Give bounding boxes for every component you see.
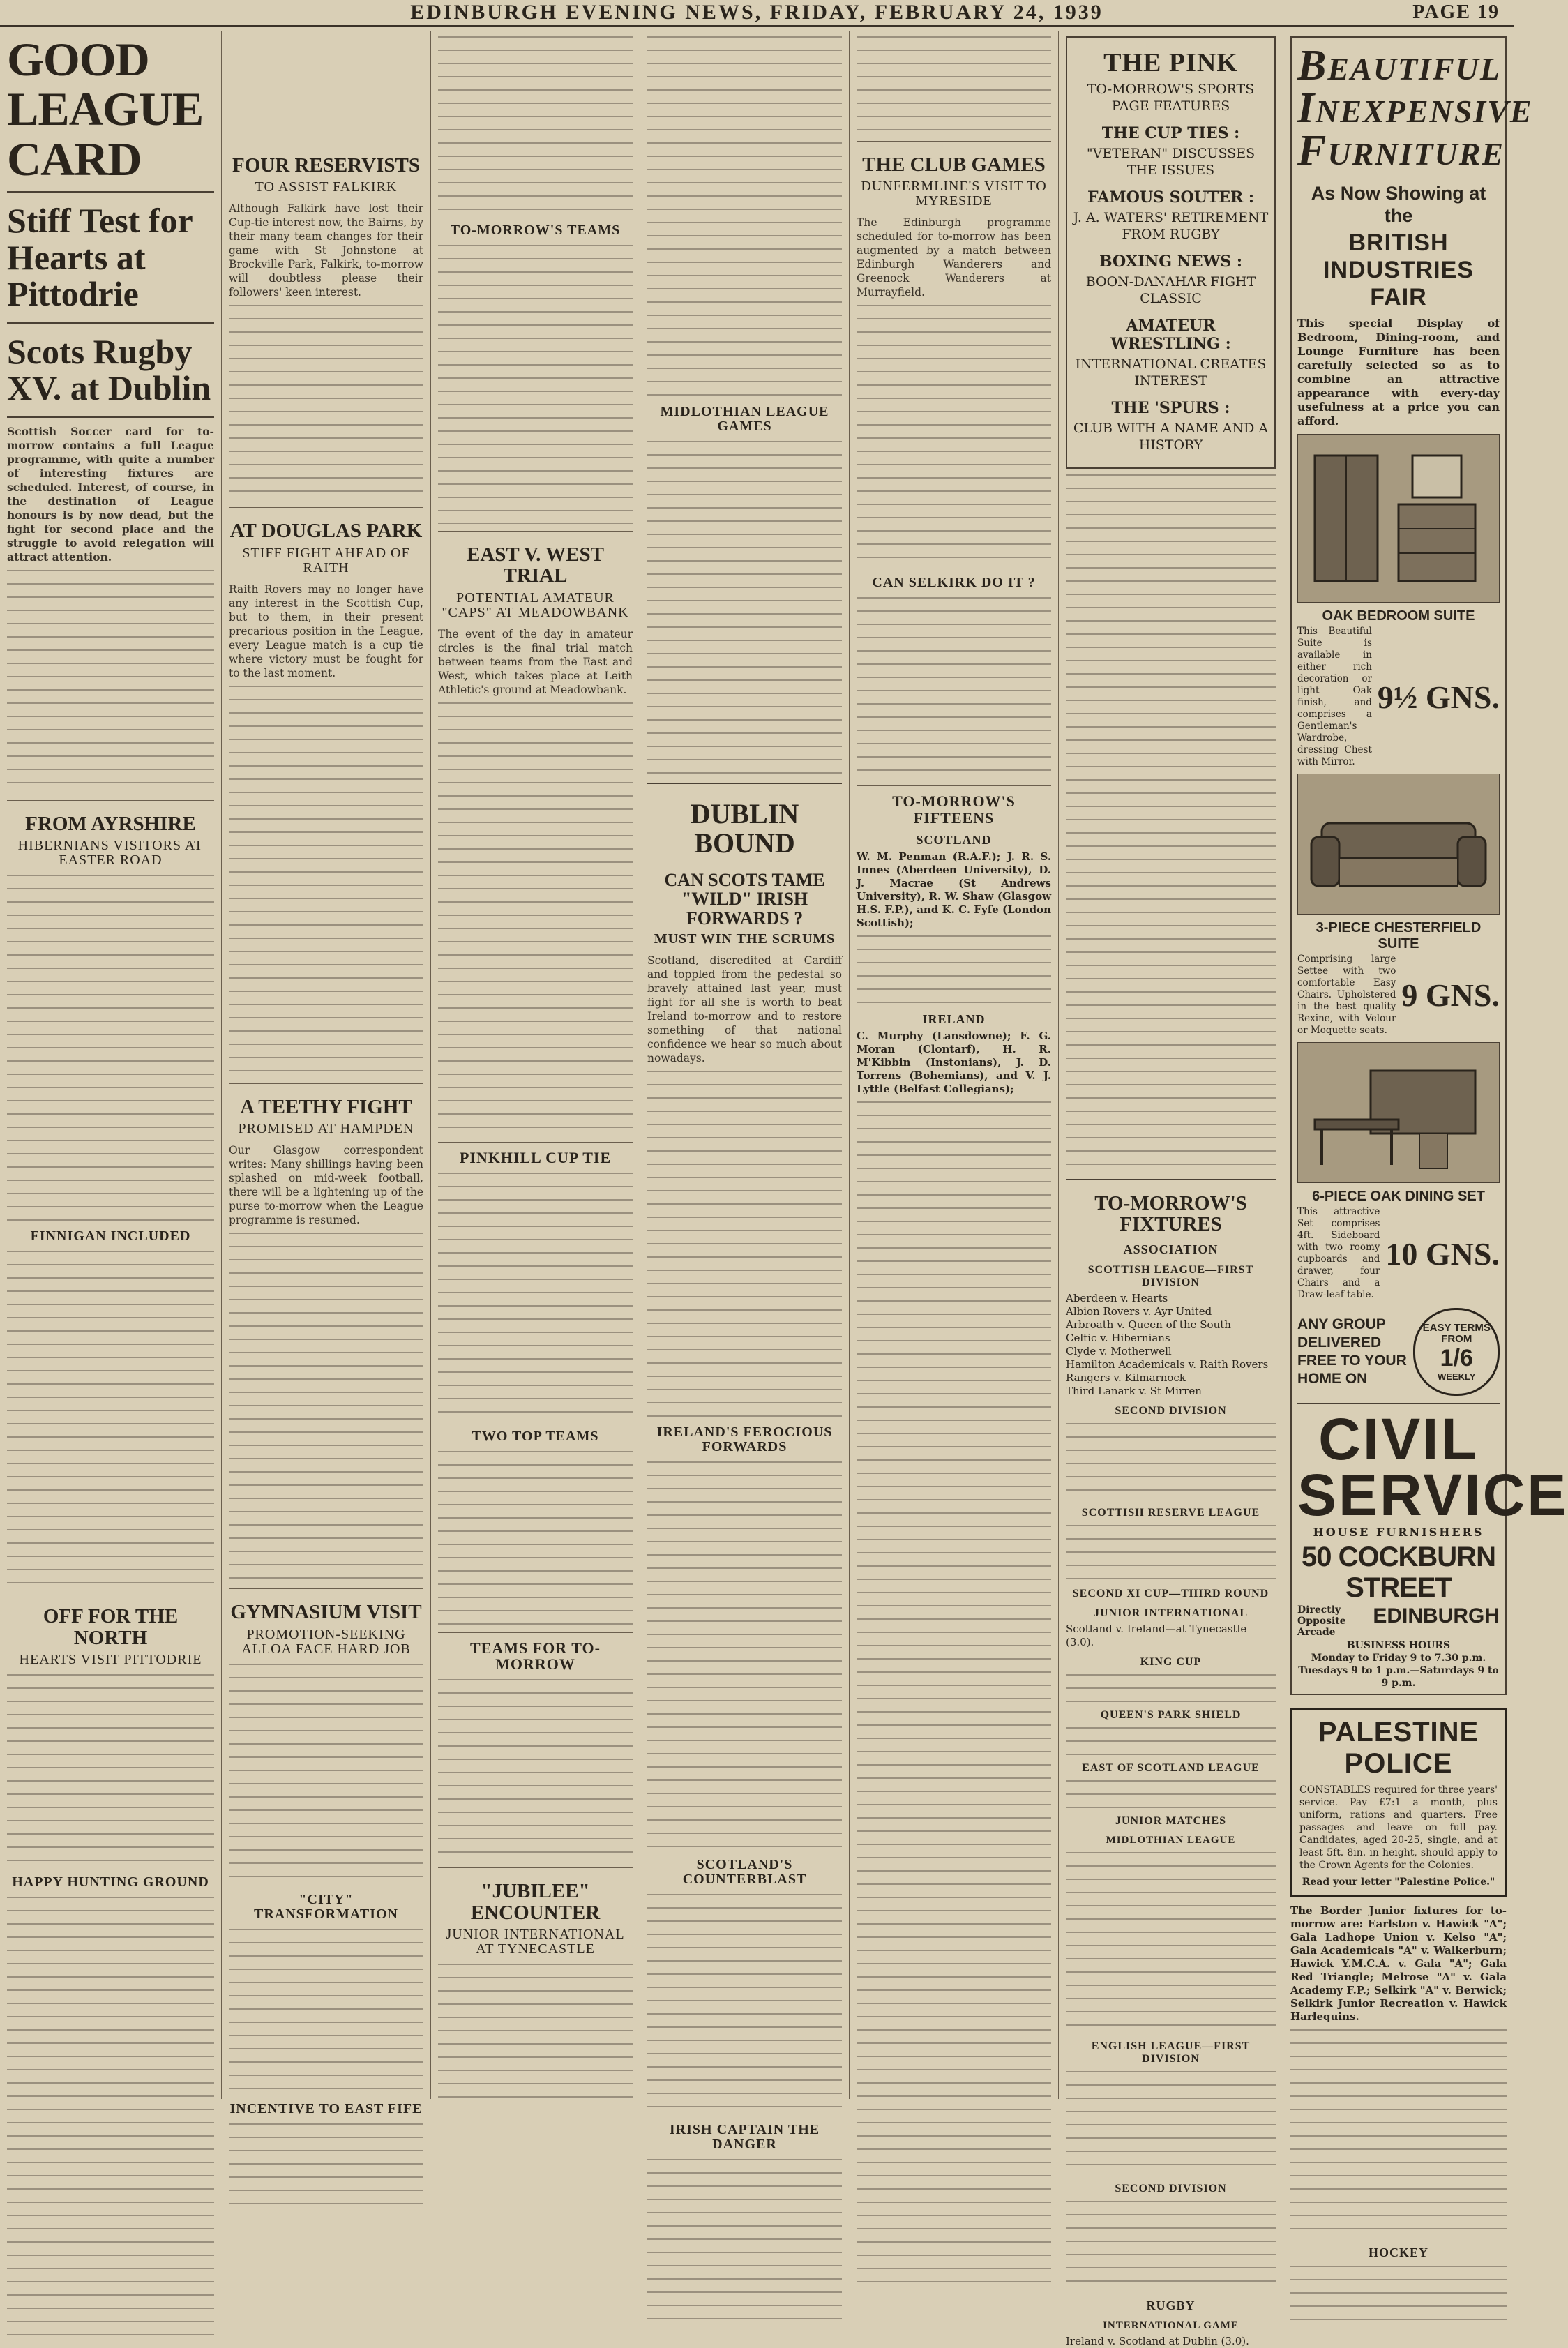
team-lists: [438, 245, 633, 524]
palestine-read: Read your letter "Palestine Police.": [1302, 1876, 1495, 1888]
douglas-paragraph: Raith Rovers may no longer have any interest in the Scottish Cup, but to them, in their present precarious position in the League, every League match is a cup tie where victory must be fought for to the last moment.: [229, 582, 423, 679]
heading-queens-park: QUEEN'S PARK SHIELD: [1100, 1708, 1242, 1721]
fixture-line: Celtic v. Hibernians: [1066, 1331, 1170, 1344]
fixture-list: [1066, 1852, 1276, 2033]
subheading-hampden: PROMISED AT HAMPDEN: [238, 1121, 414, 1137]
article-text: [229, 1233, 423, 1581]
wardrobe-icon: [1301, 442, 1496, 595]
fixture-list: [1066, 1727, 1276, 1755]
article-text: [7, 1251, 214, 1586]
heading-fifteens: TO-MORROW'S FIFTEENS: [892, 792, 1016, 827]
article-text: [857, 597, 1051, 778]
border-junior-fixtures: The Border Junior fixtures for to-morrow are: Earlston v. Hawick "A"; Gala Ladhope Union v. Kelso "A"; Gala Academicals "A" v. Walkerburn; Hawick Y.M.C.A. v. Gala "A"; Gala Red Triangle; Melrose "A" v. Gala Academy F.P.; Selkirk "A" v. Berwick; Selkirk Junior Recreation v. Hawick Harlequins.: [1290, 1904, 1507, 2023]
chesterfield-price: 9 GNS.: [1401, 977, 1500, 1013]
bedroom-suite-illustration: [1297, 434, 1500, 603]
heading-association: ASSOCIATION: [1123, 1242, 1219, 1256]
column-7-ads: [1283, 31, 1568, 2259]
divider: [438, 1142, 633, 1143]
column-5: [850, 31, 1059, 2099]
fixture-list: [1066, 1780, 1276, 1808]
fixture-line: Aberdeen v. Hearts: [1066, 1291, 1168, 1304]
boxing-heading: BOXING NEWS :: [1099, 253, 1242, 271]
cap-letter: B: [1297, 42, 1328, 89]
the-pink-box: [1066, 36, 1276, 469]
article-text: [647, 36, 842, 399]
article-text: [229, 1929, 423, 2096]
spurs-line: CLUB WITH A NAME AND A HISTORY: [1073, 421, 1269, 453]
cup-ties-line: "VETERAN" DISCUSSES THE ISSUES: [1086, 146, 1256, 178]
heading-rugby: RUGBY: [1146, 2298, 1196, 2312]
fixture-list: [1066, 2201, 1276, 2291]
heading-fixtures: TO-MORROW'S FIXTURES: [1094, 1192, 1247, 1236]
fixture-line: Rangers v. Kilmarnock: [1066, 1371, 1186, 1384]
article-text: [647, 441, 842, 776]
article-text: [438, 1173, 633, 1424]
heading-from-ayrshire: FROM AYRSHIRE: [25, 812, 196, 835]
article-text: [7, 875, 214, 1224]
main-headline: GOOD LEAGUE CARD: [7, 33, 204, 186]
service-word: SERVICE: [1297, 1462, 1568, 1528]
fixture-line: Hamilton Academicals v. Raith Rovers: [1066, 1357, 1269, 1371]
article-text: [438, 702, 633, 1135]
article-text: [229, 686, 423, 1076]
subheading-alloa: PROMOTION-SEEKING ALLOA FACE HARD JOB: [241, 1626, 411, 1657]
subheading-myreside: DUNFERMLINE'S VISIT TO MYRESIDE: [861, 179, 1047, 209]
heading-jubilee: "JUBILEE" ENCOUNTER: [470, 1880, 601, 1924]
title-word: URNITURE: [1327, 136, 1505, 172]
fixture-list: [1066, 2071, 1276, 2176]
heading-gymnasium: GYMNASIUM VISIT: [230, 1601, 422, 1624]
subheading-scrums: MUST WIN THE SCRUMS: [654, 931, 836, 947]
spurs-heading: THE 'SPURS :: [1111, 399, 1230, 417]
headline-span-space: [229, 31, 423, 142]
fixture-line: Clyde v. Motherwell: [1066, 1344, 1172, 1357]
fixture-line: Arbroath v. Queen of the South: [1066, 1318, 1231, 1331]
scotland-lineup: W. M. Penman (R.A.F.); J. R. S. Innes (Aberdeen University), D. J. Macrae (St Andrews University), R. W. Shaw (Glasgow H.S. F.P.), and K. C. Fyfe (London Scottish);: [857, 850, 1051, 929]
divider: [229, 507, 423, 508]
subheading-wild-irish: CAN SCOTS TAME "WILD" IRISH FORWARDS ?: [664, 870, 825, 928]
subheading-falkirk: TO ASSIST FALKIRK: [255, 179, 398, 195]
sl-first-list: [1066, 1292, 1276, 1398]
subheading-finnigan: FINNIGAN INCLUDED: [30, 1228, 191, 1244]
subheading-selkirk: CAN SELKIRK DO IT ?: [872, 575, 1036, 591]
ireland-lineup: C. Murphy (Lansdowne); F. G. Moran (Clontarf), H. R. M'Kibbin (Instonians), J. D. Torrens (Bohemians), and V. J. Lyttle (Belfast Collegians);: [857, 1029, 1051, 1095]
bedroom-description: This Beautiful Suite is available in either rich decoration or light Oak finish, and comprises a Gentleman's Wardrobe, dressing Chest with Mirror.: [1297, 626, 1372, 767]
heading-reserve: SCOTTISH RESERVE LEAGUE: [1081, 1506, 1260, 1519]
club-team-lists: [857, 1101, 1051, 2287]
cap-letter: F: [1297, 127, 1328, 174]
article-text: [647, 2159, 842, 2326]
column-1: [0, 31, 222, 2099]
divider: [1297, 1403, 1500, 1404]
heading-club-games: THE CLUB GAMES: [862, 153, 1046, 176]
divider: [438, 1867, 633, 1868]
cap-letter: I: [1297, 84, 1316, 132]
subheading-two-top-teams: TWO TOP TEAMS: [472, 1428, 599, 1444]
divider: [857, 785, 1051, 786]
pink-title: THE PINK: [1103, 48, 1238, 77]
heading-east-league: EAST OF SCOTLAND LEAGUE: [1082, 1761, 1260, 1774]
divider: [438, 531, 633, 532]
furniture-advert: [1290, 36, 1568, 1695]
int-game-line: Ireland v. Scotland at Dublin (3.0).: [1066, 2334, 1249, 2347]
fixture-list: [1066, 1674, 1276, 1702]
article-text: [7, 570, 214, 793]
subheading-meadowbank: POTENTIAL AMATEUR "CAPS" AT MEADOWBANK: [442, 589, 629, 620]
subheading-ferocious: IRELAND'S FEROCIOUS FORWARDS: [656, 1424, 833, 1454]
easy-terms-badge: [1413, 1308, 1500, 1396]
famous-souter-heading: FAMOUS SOUTER :: [1087, 188, 1255, 206]
from-label: FROM: [1441, 1332, 1472, 1345]
heading-junior-matches: JUNIOR MATCHES: [1115, 1814, 1227, 1827]
dublin-paragraph: Scotland, discredited at Cardiff and toppled from the pedestal so bravely attained last year, must fight for all she is worth to beat Ireland to-morrow and to restore something of that national confidence we hear so much about nowadays.: [647, 954, 842, 1064]
boxing-line: BOON-DANAHAR FIGHT CLASSIC: [1085, 274, 1256, 306]
article-text: [438, 36, 633, 218]
famous-souter-line: J. A. WATERS' RETIREMENT FROM RUGBY: [1073, 210, 1269, 242]
chesterfield-price-row: [1297, 954, 1500, 1037]
palestine-police-advert: [1290, 1708, 1507, 1897]
team-lists: [438, 1679, 633, 1860]
masthead: [0, 0, 1514, 27]
palestine-body: CONSTABLES required for three years' service. Pay £7:1 a month, plus uniform, rations and quarters. Free passages and leave on full pay. Candidates, aged 20-25, single, and at least 5ft. 8in. in height, should apply to the Crown Agents for the Colonies.: [1299, 1784, 1498, 1871]
business-hours: Monday to Friday 9 to 7.30 p.m. Tuesdays 9 to 1 p.m.—Saturdays 9 to 9 p.m.: [1298, 1653, 1499, 1689]
dining-price-row: [1297, 1206, 1500, 1301]
special-display-text: This special Display of Bedroom, Dining-room, and Lounge Furniture has been carefully selected so as to combine an attractive appearance with every-day usefulness at a price you can afford.: [1297, 317, 1500, 428]
heading-junior-int: JUNIOR INTERNATIONAL: [1093, 1606, 1249, 1619]
heading-hockey: HOCKEY: [1368, 2245, 1428, 2259]
subheading-counterblast: SCOTLAND'S COUNTERBLAST: [682, 1856, 807, 1887]
junior-int-line: Scotland v. Ireland—at Tynecastle (3.0).: [1066, 1622, 1247, 1648]
divider: [857, 141, 1051, 142]
fixture-list: [1290, 2029, 1507, 2238]
column-2: [222, 31, 431, 2116]
pink-features: TO-MORROW'S SPORTS PAGE FEATURES: [1087, 82, 1255, 114]
street-address: 50 COCKBURN STREET: [1302, 1542, 1495, 1603]
as-now-showing: As Now Showing at the: [1311, 183, 1486, 226]
page-number: PAGE 19: [1412, 1, 1500, 23]
heading-second-xi: SECOND XI CUP—THIRD ROUND: [1072, 1587, 1269, 1600]
heading-off-north: OFF FOR THE NORTH: [43, 1605, 179, 1649]
article-text: [229, 1664, 423, 1887]
address-row: [1297, 1604, 1500, 1638]
heading-scotland: SCOTLAND: [916, 832, 992, 847]
dining-table-icon: [1301, 1050, 1496, 1175]
dining-set-title: 6-PIECE OAK DINING SET: [1312, 1189, 1485, 1204]
dining-description: This attractive Set comprises 4ft. Sideboard with two roomy cupboards and drawer, four Chairs and a Draw-leaf table.: [1297, 1206, 1380, 1300]
heading-tomorrows-teams: TO-MORROW'S TEAMS: [450, 223, 621, 238]
heading-douglas-park: AT DOUGLAS PARK: [229, 520, 423, 543]
heading-midlothian-league: MIDLOTHIAN LEAGUE GAMES: [660, 404, 829, 434]
article-text: [647, 1461, 842, 1852]
bedroom-suite-title: OAK BEDROOM SUITE: [1322, 608, 1475, 624]
dining-set-illustration: [1297, 1042, 1500, 1183]
masthead-title: EDINBURGH EVENING NEWS, FRIDAY, FEBRUARY 24, 1939: [410, 1, 1103, 24]
heading-english-first: ENGLISH LEAGUE—FIRST DIVISION: [1091, 2040, 1251, 2065]
fixture-list: [1290, 2266, 1507, 2321]
title-word: EAUTIFUL: [1327, 51, 1501, 86]
dining-price: 10 GNS.: [1385, 1235, 1500, 1272]
heading-teams-for-tomorrow: TEAMS FOR TO-MORROW: [470, 1639, 601, 1673]
divider: [229, 1588, 423, 1589]
fixture-list: [1066, 1423, 1276, 1500]
club-paragraph: The Edinburgh programme scheduled for to-morrow has been augmented by a match between Edinburgh Wanderers and Greenock Wanderers at Murrayfield.: [857, 216, 1051, 299]
sofa-icon: [1301, 781, 1496, 907]
subheading-hearts-pittodrie: HEARTS VISIT PITTODRIE: [19, 1651, 202, 1667]
heading-english-second: SECOND DIVISION: [1115, 2182, 1227, 2195]
city-name: EDINBURGH: [1373, 1604, 1500, 1627]
heading-teethy-fight: A TEETHY FIGHT: [240, 1095, 412, 1118]
article-text: [229, 2123, 423, 2207]
bedroom-price-row: [1297, 626, 1500, 768]
chesterfield-description: Comprising large Settee with two comfortable Easy Chairs. Upholstered in the best quality Rexine, with Velour or Moquette seats.: [1297, 954, 1396, 1036]
article-text: [7, 1897, 214, 2343]
fixture-line: Albion Rovers v. Ayr United: [1066, 1304, 1212, 1318]
subheading-city: "CITY" TRANSFORMATION: [254, 1891, 398, 1922]
team-lists: [857, 935, 1051, 1005]
divider: [7, 322, 214, 324]
terms-amount: 1/6: [1440, 1344, 1473, 1371]
heading-midlothian: MIDLOTHIAN LEAGUE: [1106, 1834, 1236, 1846]
team-lists: [1066, 474, 1276, 1172]
bedroom-price: 9½ GNS.: [1377, 679, 1500, 715]
article-text: [857, 305, 1051, 570]
heading-int-game: INTERNATIONAL GAME: [1103, 2319, 1239, 2331]
divider: [7, 800, 214, 801]
chesterfield-illustration: [1297, 774, 1500, 915]
trial-paragraph: The event of the day in amateur circles is the final trial match between teams from the East and West, which takes place at Leith Athletic's ground at Meadowbank.: [438, 627, 633, 696]
hours-label: BUSINESS HOURS: [1346, 1640, 1451, 1651]
intro-paragraph: Scottish Soccer card for to-morrow contains a full League programme, with quite a number of interesting fixtures are scheduled. Interest, of course, in the destination of League honours is by now dead, but the fight for second place and the struggle to avoid relegation will attract attention.: [7, 424, 214, 564]
article-text: [438, 1451, 633, 1625]
easy-terms-row: [1297, 1308, 1500, 1396]
divider: [7, 416, 214, 418]
subheading-happy-hunting: HAPPY HUNTING GROUND: [12, 1874, 209, 1890]
civil-word: CIVIL: [1318, 1406, 1479, 1472]
advert-title: [1297, 42, 1533, 174]
divider: [7, 191, 214, 193]
subheading-irish-captain: IRISH CAPTAIN THE DANGER: [669, 2121, 820, 2152]
subheading-raith: STIFF FIGHT AHEAD OF RAITH: [242, 545, 410, 575]
subheading-tynecastle: JUNIOR INTERNATIONAL AT TYNECASTLE: [446, 1927, 625, 1957]
fixture-list: [1066, 1525, 1276, 1581]
article-text: [647, 1894, 842, 2117]
cup-ties-heading: THE CUP TIES :: [1101, 124, 1240, 142]
article-text: [7, 1674, 214, 1869]
directly-opposite: Directly Opposite Arcade: [1297, 1604, 1346, 1638]
wrestling-heading: AMATEUR WRESTLING :: [1110, 317, 1231, 353]
column-3: [431, 31, 640, 2099]
heading-king-cup: KING CUP: [1140, 1655, 1202, 1668]
column-6: [1059, 31, 1283, 2347]
divider: [1066, 1179, 1276, 1180]
palestine-title: PALESTINE POLICE: [1318, 1717, 1479, 1779]
deck-hearts-pittodrie: Stiff Test for Hearts at Pittodrie: [7, 201, 193, 314]
heading-sl-second: SECOND DIVISION: [1115, 1404, 1227, 1417]
deck-rugby-dublin: Scots Rugby XV. at Dublin: [7, 331, 211, 408]
divider: [229, 1083, 423, 1084]
heading-east-west-trial: EAST V. WEST TRIAL: [467, 543, 604, 587]
wrestling-line: INTERNATIONAL CREATES INTEREST: [1075, 356, 1267, 389]
reservists-paragraph: Although Falkirk have lost their Cup-tie interest now, the Bairns, by their many team changes for their game with St Johnstone at Brockville Park, Falkirk, to-morrow will doubtless please their followers' keen interest.: [229, 202, 423, 299]
fixture-line: Third Lanark v. St Mirren: [1066, 1384, 1202, 1397]
heading-dublin-bound: DUBLIN BOUND: [690, 798, 799, 859]
divider: [438, 1632, 633, 1633]
weekly-label: WEEKLY: [1438, 1371, 1476, 1382]
heading-sl-first: SCOTTISH LEAGUE—FIRST DIVISION: [1087, 1263, 1254, 1288]
article-text: [229, 305, 423, 500]
house-furnishers: HOUSE FURNISHERS: [1313, 1526, 1484, 1539]
subheading-hibernians: HIBERNIANS VISITORS AT EASTER ROAD: [17, 838, 204, 868]
chesterfield-title: 3-PIECE CHESTERFIELD SUITE: [1316, 920, 1482, 951]
heading-four-reservists: FOUR RESERVISTS: [232, 154, 420, 176]
easy-terms-label: EASY TERMS: [1422, 1321, 1491, 1334]
title-word: NEXPENSIVE: [1316, 93, 1533, 129]
heading-ireland: IRELAND: [922, 1011, 986, 1026]
british-industries-fair: BRITISH INDUSTRIES FAIR: [1323, 229, 1474, 310]
heading-pinkhill: PINKHILL CUP TIE: [459, 1148, 612, 1166]
subheading-east-fife: INCENTIVE TO EAST FIFE: [229, 2100, 423, 2116]
teethy-paragraph: Our Glasgow correspondent writes: Many shillings having been splashed on mid-week football, there will be a lightening up of the purse to-morrow when the League programme is resumed.: [229, 1144, 423, 1227]
any-group-text: ANY GROUP DELIVERED FREE TO YOUR HOME ON: [1297, 1316, 1407, 1387]
column-4: [640, 31, 850, 2152]
article-text: [438, 1964, 633, 2103]
divider: [647, 783, 842, 784]
article-text: [857, 36, 1051, 134]
article-text: [647, 1071, 842, 1420]
